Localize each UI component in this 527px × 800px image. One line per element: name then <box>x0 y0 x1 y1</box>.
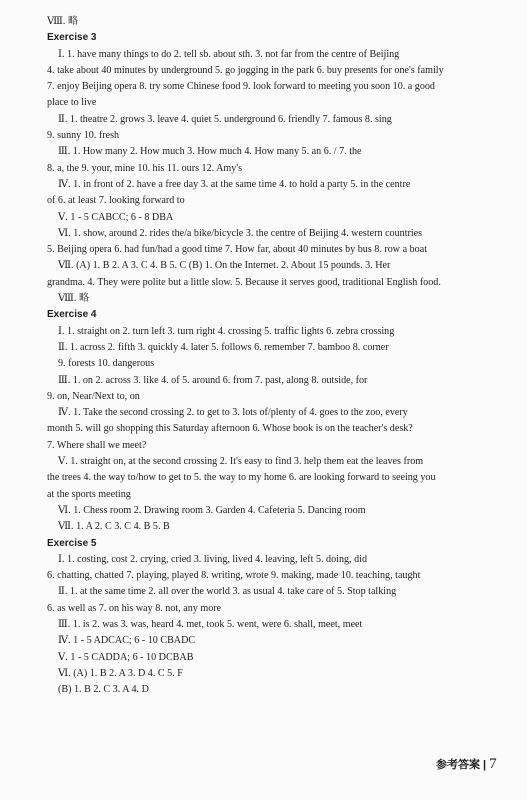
answer-line: Ⅷ. 略 <box>47 16 79 27</box>
answer-line: (B) 1. B 2. C 3. A 4. D <box>58 684 149 696</box>
answer-line: 4. take about 40 minutes by underground 5. go jogging in the park 6. buy presents for one's family <box>47 64 444 76</box>
answer-line: at the sports meeting <box>47 488 131 500</box>
answer-line: Ⅳ. 1 - 5 ADCAC; 6 - 10 CBADC <box>58 635 196 647</box>
answer-line: Ⅲ. 1. on 2. across 3. like 4. of 5. around 6. from 7. past, along 8. outside, for <box>58 374 368 386</box>
exercise-3-heading: Exercise 3 <box>47 32 97 44</box>
answer-key-page <box>47 14 492 698</box>
page-number: 7 <box>489 756 497 772</box>
answer-line: Ⅱ. 1. across 2. fifth 3. quickly 4. later 5. follows 6. remember 7. bamboo 8. corner <box>58 341 389 353</box>
page-footer <box>436 756 497 773</box>
answer-line: the trees 4. the way to/how to get to 5. the way to my home 6. are looking forward to seeing you <box>47 472 436 484</box>
answer-line: Ⅲ. 1. How many 2. How much 3. How much 4. How many 5. an 6. / 7. the <box>58 146 362 158</box>
answer-line: 7. Where shall we meet? <box>47 439 147 451</box>
exercise-4-heading: Exercise 4 <box>47 309 97 321</box>
answer-line: Ⅳ. 1. in front of 2. have a free day 3. at the same time 4. to hold a party 5. in the centre <box>58 178 411 190</box>
answer-key-tag: 参考答案 <box>436 759 480 771</box>
answer-line: Ⅵ. 1. show, around 2. rides the/a bike/bicycle 3. the centre of Beijing 4. western countries <box>58 227 423 239</box>
answer-line: grandma. 4. They were polite but a little slow. 5. Because it serves good, traditional English food. <box>47 276 441 288</box>
answer-line: Ⅴ. 1. straight on, at the second crossing 2. It's easy to find 3. help them eat the leaves from <box>58 456 424 468</box>
answer-line: Ⅴ. 1 - 5 CABCC; 6 - 8 DBA <box>58 211 174 223</box>
answer-line: Ⅱ. 1. theatre 2. grows 3. leave 4. quiet 5. underground 6. friendly 7. famous 8. sing <box>58 113 392 125</box>
answer-line: Ⅰ. 1. costing, cost 2. crying, cried 3. living, lived 4. leaving, left 5. doing, did <box>58 553 367 565</box>
answer-line: 9. forests 10. dangerous <box>58 358 155 370</box>
answer-line: place to live <box>47 97 97 109</box>
answer-line: Ⅵ. (A) 1. B 2. A 3. D 4. C 5. F <box>58 667 183 679</box>
exercise-5-heading: Exercise 5 <box>47 537 97 549</box>
answer-line: Ⅰ. 1. have many things to do 2. tell sb. about sth. 3. not far from the centre of Beijing <box>58 48 400 60</box>
answer-line: Ⅱ. 1. at the same time 2. all over the world 3. as usual 4. take care of 5. Stop talking <box>58 586 397 598</box>
answer-line: 6. chatting, chatted 7. playing, played 8. writing, wrote 9. making, made 10. teaching, taught <box>47 570 421 582</box>
answer-line: 9. on, Near/Next to, on <box>47 390 140 402</box>
answer-line: Ⅷ. 略 <box>58 293 90 305</box>
answer-line: 5. Beijing opera 6. had fun/had a good time 7. How far, about 40 minutes by bus 8. row a boat <box>47 244 427 256</box>
answer-line: 6. as well as 7. on his way 8. not, any more <box>47 602 222 614</box>
answer-line: 9. sunny 10. fresh <box>47 130 120 142</box>
answer-line: Ⅰ. 1. straight on 2. turn left 3. turn right 4. crossing 5. traffic lights 6. zebra crossing <box>58 325 395 337</box>
answer-line: Ⅳ. 1. Take the second crossing 2. to get to 3. lots of/plenty of 4. goes to the zoo, every <box>58 407 408 419</box>
answer-line: 8. a, the 9. your, mine 10. his 11. ours 12. Amy's <box>47 162 243 174</box>
answer-line: month 5. will go shopping this Saturday afternoon 6. Whose book is on the teacher's desk? <box>47 423 413 435</box>
answer-line: Ⅶ. (A) 1. B 2. A 3. C 4. B 5. C (B) 1. On the Internet. 2. About 15 pounds. 3. Her <box>58 260 391 272</box>
answer-line: Ⅴ. 1 - 5 CADDA; 6 - 10 DCBAB <box>58 651 194 663</box>
footer-divider: | <box>483 759 487 771</box>
answer-line: Ⅵ. 1. Chess room 2. Drawing room 3. Garden 4. Cafeteria 5. Dancing room <box>58 504 366 516</box>
answer-line: of 6. at least 7. looking forward to <box>47 195 185 207</box>
answer-line: Ⅲ. 1. is 2. was 3. was, heard 4. met, took 5. went, were 6. shall, meet, meet <box>58 618 363 630</box>
answer-line: Ⅶ. 1. A 2. C 3. C 4. B 5. B <box>58 521 170 533</box>
answer-line: 7. enjoy Beijing opera 8. try some Chinese food 9. look forward to meeting you soon 10. a good <box>47 81 435 93</box>
